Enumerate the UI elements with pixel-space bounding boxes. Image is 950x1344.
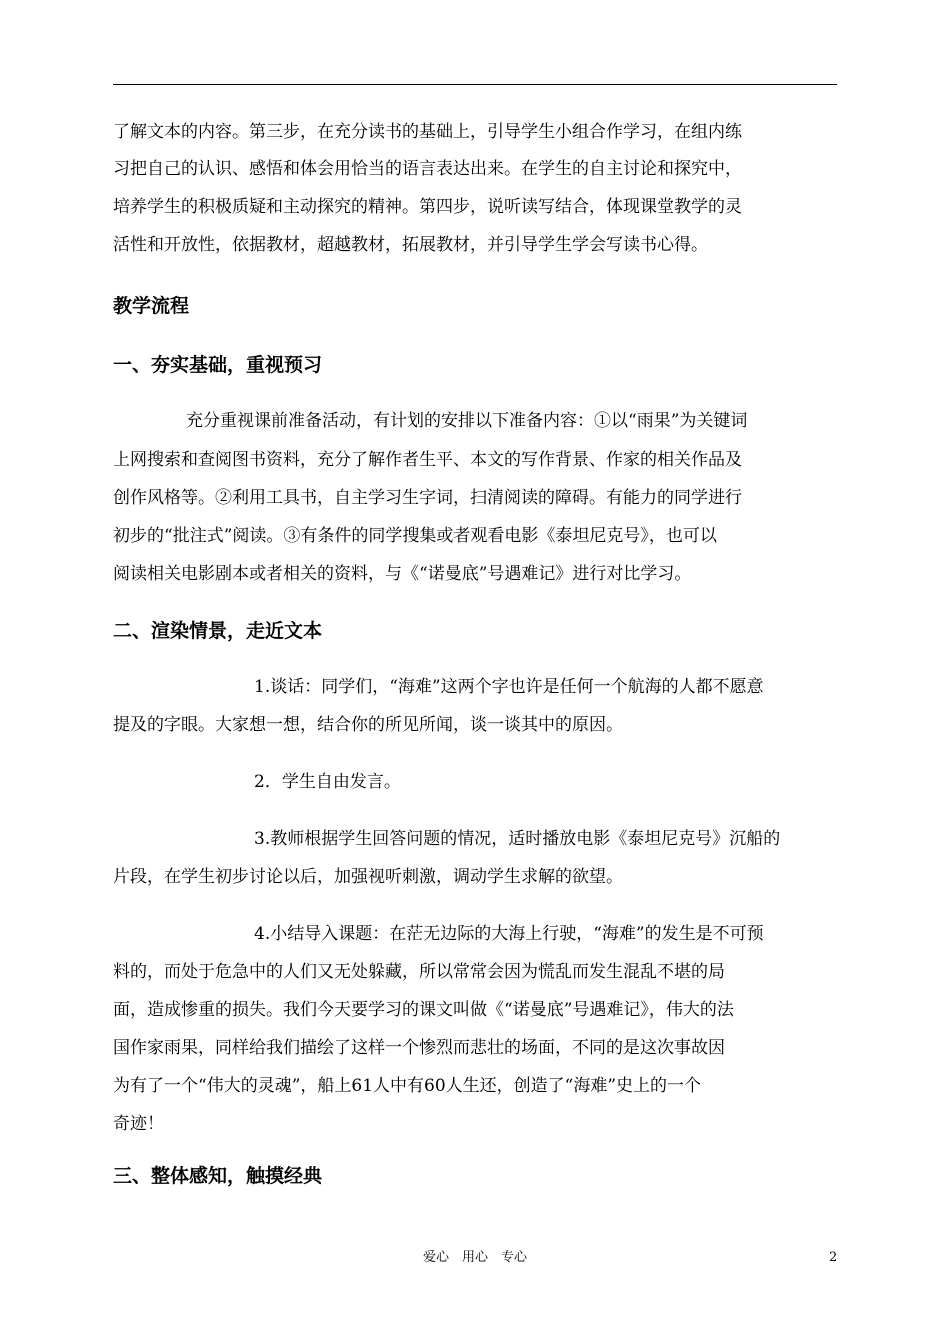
- section1-line: 上网搜索和查阅图书资料，充分了解作者生平、本文的写作背景、作家的相关作品及: [113, 450, 742, 470]
- item4-line: 料的，而处于危急中的人们又无处躲藏，所以常常会因为慌乱而发生混乱不堪的局: [113, 962, 725, 982]
- header-rule: [113, 84, 837, 85]
- item4-line: 国作家雨果，同样给我们描绘了这样一个惨烈而悲壮的场面，不同的是这次事故因: [113, 1038, 725, 1058]
- item3-line: 片段，在学生初步讨论以后，加强视听刺激，调动学生求解的欲望。: [113, 867, 623, 887]
- item1-line: 提及的字眼。大家想一想，结合你的所见所闻，谈一谈其中的原因。: [113, 715, 623, 735]
- item1-line: 1.谈话：同学们，“海难”这两个字也许是任何一个航海的人都不愿意: [254, 677, 764, 697]
- item2-line: 2．学生自由发言。: [254, 772, 401, 792]
- item4-line: 4.小结导入课题：在茫无边际的大海上行驶，“海难”的发生是不可预: [254, 924, 764, 944]
- section3-heading: 三、整体感知，触摸经典: [113, 1165, 323, 1187]
- footer-text: 爱心 用心 专心: [422, 1250, 527, 1265]
- section1-heading: 一、夯实基础，重视预习: [113, 354, 323, 376]
- intro-line: 培养学生的积极质疑和主动探究的精神。第四步，说听读写结合，体现课堂教学的灵: [113, 197, 742, 217]
- item4-line: 奇迹！: [113, 1114, 164, 1134]
- section1-line: 初步的“批注式”阅读。③有条件的同学搜集或者观看电影《泰坦尼克号》，也可以: [113, 526, 717, 546]
- section-title: 教学流程: [113, 295, 190, 317]
- section1-line: 创作风格等。②利用工具书，自主学习生字词，扫清阅读的障碍。有能力的同学进行: [113, 488, 742, 508]
- intro-line: 习把自己的认识、感悟和体会用恰当的语言表达出来。在学生的自主讨论和探究中，: [113, 159, 742, 179]
- item4-line: 面，造成惨重的损失。我们今天要学习的课文叫做《“诺曼底”号遇难记》，伟大的法: [113, 1000, 734, 1020]
- item4-line: 为有了一个“伟大的灵魂”，船上61人中有60人生还，创造了“海难”史上的一个: [113, 1076, 702, 1096]
- section2-heading: 二、渲染情景，走近文本: [113, 620, 323, 642]
- page-number: 2: [829, 1250, 838, 1265]
- section1-line: 充分重视课前准备活动，有计划的安排以下准备内容：①以“雨果”为关键词: [186, 411, 748, 431]
- section1-line: 阅读相关电影剧本或者相关的资料，与《“诺曼底”号遇难记》进行对比学习。: [113, 564, 692, 584]
- intro-line: 活性和开放性，依据教材，超越教材，拓展教材，并引导学生学会写读书心得。: [113, 235, 708, 255]
- item3-line: 3.教师根据学生回答问题的情况，适时播放电影《泰坦尼克号》沉船的: [254, 829, 781, 849]
- intro-line: 了解文本的内容。第三步，在充分读书的基础上，引导学生小组合作学习，在组内练: [113, 122, 742, 142]
